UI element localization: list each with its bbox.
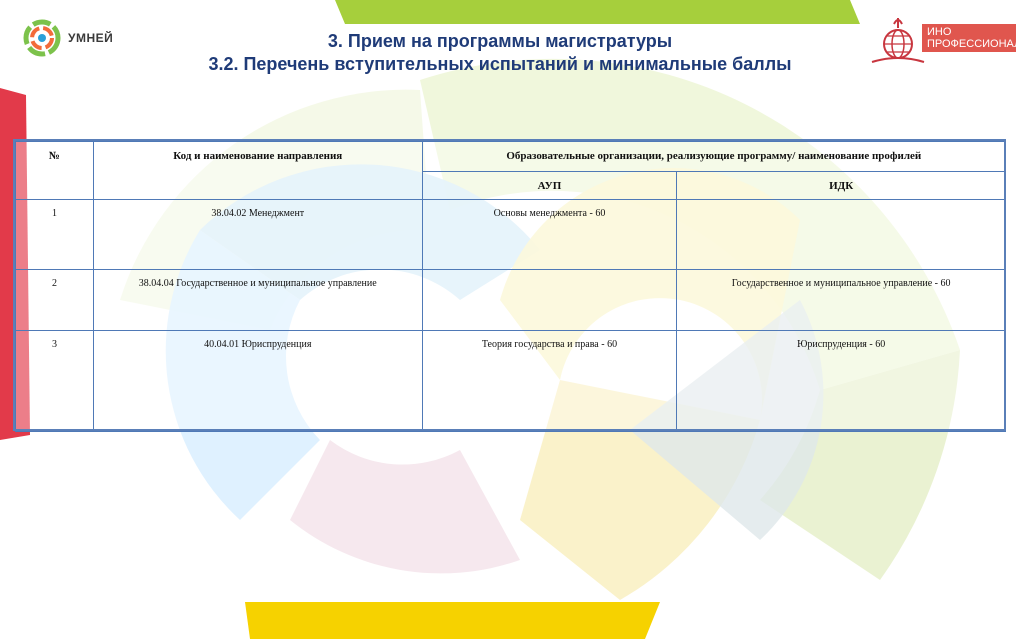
umney-logo-icon bbox=[22, 18, 62, 58]
globe-tower-icon bbox=[868, 14, 928, 68]
row-aup: Теория государства и права - 60 bbox=[422, 331, 677, 432]
entrance-exams-table bbox=[15, 141, 1006, 432]
row-code: 38.04.04 Государственное и муниципальное управление bbox=[93, 270, 422, 331]
header-aup: АУП bbox=[422, 172, 677, 200]
top-green-stripe bbox=[335, 0, 860, 24]
title-line-1: 3. Прием на программы магистратуры bbox=[327, 31, 673, 51]
umney-logo bbox=[22, 18, 132, 58]
row-num: 2 bbox=[16, 270, 94, 331]
header-code: Код и наименование направления bbox=[93, 142, 422, 200]
slide-title bbox=[200, 30, 800, 76]
row-aup: Основы менеджмента - 60 bbox=[422, 200, 677, 270]
table-row bbox=[16, 331, 1006, 432]
table-row bbox=[16, 270, 1006, 331]
row-num: 3 bbox=[16, 331, 94, 432]
row-idk: Юриспруденция - 60 bbox=[677, 331, 1006, 432]
row-aup bbox=[422, 270, 677, 331]
umney-logo-text: УМНЕЙ bbox=[68, 31, 114, 45]
ino-professional-logo bbox=[868, 14, 1022, 68]
header-num: № bbox=[16, 142, 94, 200]
row-num: 1 bbox=[16, 200, 94, 270]
row-code: 38.04.02 Менеджмент bbox=[93, 200, 422, 270]
table-row bbox=[16, 200, 1006, 270]
title-line-2: 3.2. Перечень вступительных испытаний и минимальные баллы bbox=[208, 54, 792, 74]
row-code: 40.04.01 Юриспруденция bbox=[93, 331, 422, 432]
header-idk: ИДК bbox=[677, 172, 1006, 200]
header-orgs: Образовательные организации, реализующие программу/ наименование профилей bbox=[422, 142, 1005, 172]
row-idk: Государственное и муниципальное управление - 60 bbox=[677, 270, 1006, 331]
row-idk bbox=[677, 200, 1006, 270]
bottom-yellow-stripe bbox=[245, 602, 660, 639]
ino-professional-logo-text: ИНО ПРОФЕССИОНАЛ bbox=[922, 24, 1016, 52]
